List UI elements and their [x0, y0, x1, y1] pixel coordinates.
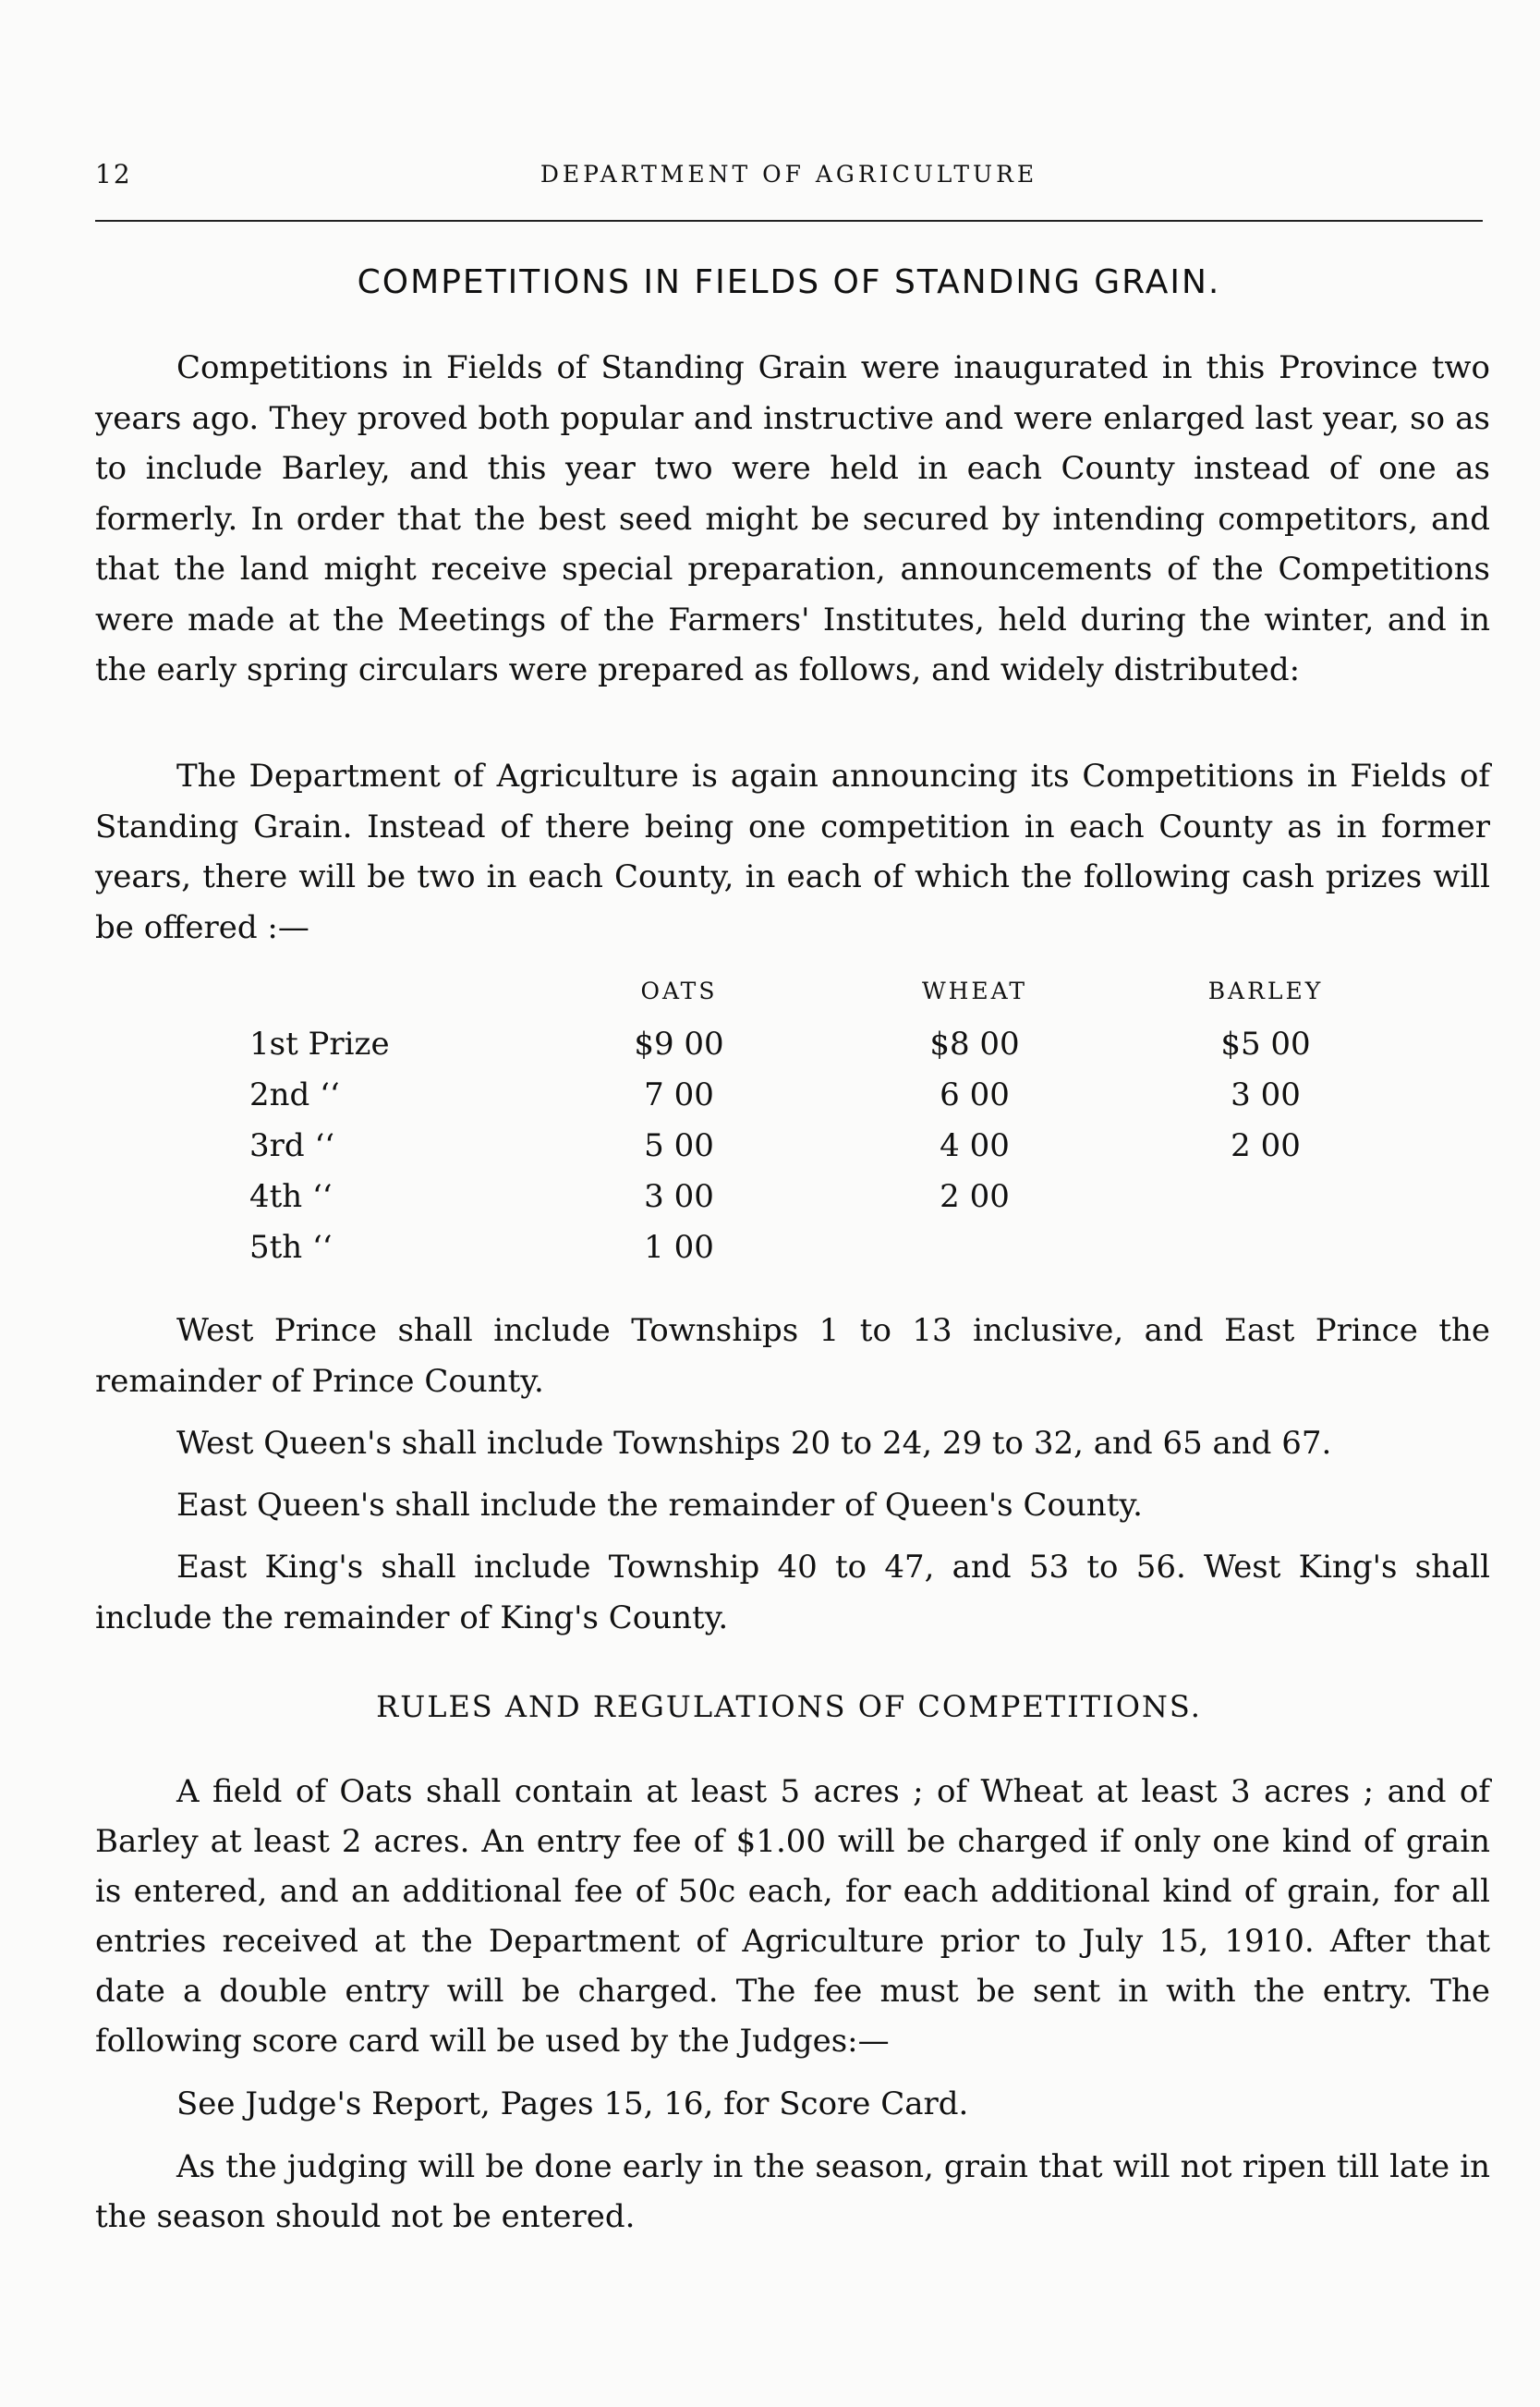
prize-label: 1st Prize	[249, 1026, 390, 1063]
section-title: COMPETITIONS IN FIELDS OF STANDING GRAIN.	[357, 263, 1221, 301]
intro-paragraph	[95, 343, 1490, 696]
table-row	[249, 1178, 1404, 1228]
announcement-paragraph	[95, 751, 1490, 953]
wheat-prize: 6 00	[940, 1076, 1010, 1113]
wheat-prize: 2 00	[940, 1178, 1010, 1215]
barley-prize: 3 00	[1231, 1076, 1301, 1113]
running-head: DEPARTMENT OF AGRICULTURE	[540, 161, 1038, 188]
oats-prize: $9 00	[634, 1026, 724, 1063]
barley-prize: $5 00	[1220, 1026, 1311, 1063]
prize-label: 4th ‘‘	[249, 1178, 333, 1215]
column-header-barley: BARLEY	[1207, 978, 1324, 1004]
paragraph: The Department of Agriculture is again announcing its Competitions in Fields of Standing Grain. Instead of there being one competition in each County as in former years, there will be two in each County, in each of which the following cash prizes will be offered :—	[95, 758, 1490, 946]
header-rule	[95, 220, 1483, 222]
note-paragraph: East Queen's shall include the remainder of Queen's County.	[176, 1487, 1143, 1524]
prize-label: 3rd ‘‘	[249, 1127, 335, 1164]
prize-label: 5th ‘‘	[249, 1229, 333, 1266]
rule-paragraph: As the judging will be done early in the season, grain that will not ripen till late in the season should not be entered.	[95, 2148, 1490, 2235]
table-row	[249, 1026, 1404, 1076]
table-row	[249, 1127, 1404, 1177]
prize-label: 2nd ‘‘	[249, 1076, 340, 1113]
note-paragraph: East King's shall include Township 40 to 47, and 53 to 56. West King's shall include the remainder of King's County.	[95, 1549, 1490, 1636]
rules-title: RULES AND REGULATIONS OF COMPETITIONS.	[376, 1689, 1202, 1724]
oats-prize: 7 00	[644, 1076, 714, 1113]
page-number: 12	[95, 159, 132, 189]
district-notes	[95, 1306, 1490, 1655]
paragraph: Competitions in Fields of Standing Grain were inaugurated in this Province two years ago. They proved both popular and instructive and were enlarged last year, so as to include Barley, and this year two were held in each County instead of one as formerly. In order that the best seed might be secured by intending competitors, and that the land might receive special preparation, announcements of the Competitions were made at the Meetings of the Farmers' Institutes, held during the winter, and in the early spring circulars were prepared as follows, and widely distributed:	[95, 349, 1490, 688]
rule-paragraph: A field of Oats shall contain at least 5 acres ; of Wheat at least 3 acres ; and of Barley at least 2 acres. An entry fee of $1.00 will be charged if only one kind of grain is entered, and an additional fee of 50c each, for each additional kind of grain, for all entries received at the Department of Agriculture prior to July 15, 1910. After that date a double entry will be charged. The fee must be sent in with the entry. The following score card will be used by the Judges:—	[95, 1773, 1490, 2060]
barley-prize: 2 00	[1231, 1127, 1301, 1164]
wheat-prize: 4 00	[940, 1127, 1010, 1164]
wheat-prize: $8 00	[929, 1026, 1020, 1063]
oats-prize: 3 00	[644, 1178, 714, 1215]
rules-section	[95, 1767, 1490, 2255]
note-paragraph: West Prince shall include Townships 1 to 13 inclusive, and East Prince the remainder of Prince County.	[95, 1312, 1490, 1400]
rule-paragraph: See Judge's Report, Pages 15, 16, for Score Card.	[176, 2085, 969, 2122]
table-row	[249, 1076, 1404, 1126]
table-row	[249, 1229, 1404, 1279]
page-header	[95, 159, 1483, 196]
oats-prize: 5 00	[644, 1127, 714, 1164]
oats-prize: 1 00	[644, 1229, 714, 1266]
column-header-wheat: WHEAT	[921, 978, 1028, 1004]
note-paragraph: West Queen's shall include Townships 20 to 24, 29 to 32, and 65 and 67.	[176, 1425, 1332, 1462]
column-header-oats: OATS	[640, 978, 718, 1004]
